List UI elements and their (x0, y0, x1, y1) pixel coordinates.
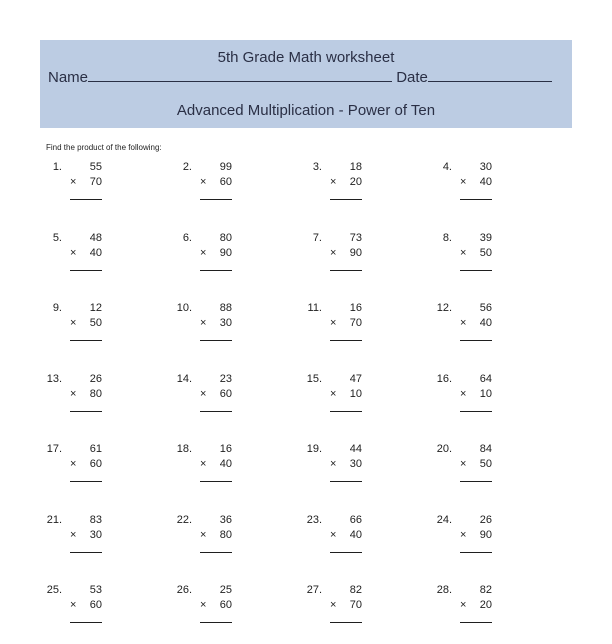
multiplicand: 47 (349, 373, 362, 385)
multiplier: 30 (349, 458, 362, 470)
multiply-sign: × (200, 388, 207, 400)
multiplicand: 83 (89, 514, 102, 526)
problem-number: 23. (306, 514, 322, 526)
problem-5 (32, 232, 102, 292)
multiplicand: 99 (219, 161, 232, 173)
multiply-sign: × (70, 247, 77, 259)
multiply-sign: × (460, 599, 467, 611)
problem-number: 27. (306, 584, 322, 596)
problem-22 (162, 514, 232, 574)
problem-number: 24. (436, 514, 452, 526)
multiply-sign: × (330, 388, 337, 400)
answer-line (330, 481, 362, 482)
multiply-sign: × (70, 458, 77, 470)
problem-number: 3. (312, 161, 322, 173)
problem-number: 10. (176, 302, 192, 314)
multiply-sign: × (330, 599, 337, 611)
answer-line (70, 622, 102, 623)
answer-line (200, 340, 232, 341)
multiply-sign: × (200, 247, 207, 259)
multiplicand: 36 (219, 514, 232, 526)
instructions: Find the product of the following: (46, 143, 162, 152)
problem-number: 15. (306, 373, 322, 385)
multiply-sign: × (70, 317, 77, 329)
problem-23 (292, 514, 362, 574)
problem-number: 13. (46, 373, 62, 385)
problem-7 (292, 232, 362, 292)
multiplicand: 30 (479, 161, 492, 173)
answer-line (200, 199, 232, 200)
multiplier: 50 (89, 317, 102, 329)
multiplier: 40 (219, 458, 232, 470)
multiply-sign: × (200, 317, 207, 329)
answer-line (70, 552, 102, 553)
problem-18 (162, 443, 232, 503)
problem-25 (32, 584, 102, 644)
name-label: Name (48, 69, 89, 86)
date-label: Date (396, 69, 428, 86)
multiply-sign: × (200, 599, 207, 611)
multiplicand: 88 (219, 302, 232, 314)
multiplier: 90 (219, 247, 232, 259)
multiplier: 60 (89, 599, 102, 611)
answer-line (70, 340, 102, 341)
multiply-sign: × (460, 176, 467, 188)
multiplicand: 16 (349, 302, 362, 314)
multiplicand: 55 (89, 161, 102, 173)
multiplicand: 84 (479, 443, 492, 455)
multiplier: 40 (349, 529, 362, 541)
multiplier: 50 (479, 247, 492, 259)
multiply-sign: × (70, 176, 77, 188)
problem-8 (422, 232, 492, 292)
multiplier: 70 (349, 317, 362, 329)
problem-9 (32, 302, 102, 362)
multiplier: 70 (349, 599, 362, 611)
multiplier: 30 (89, 529, 102, 541)
multiply-sign: × (460, 529, 467, 541)
multiplier: 80 (89, 388, 102, 400)
problem-27 (292, 584, 362, 644)
answer-line (460, 270, 492, 271)
multiplicand: 80 (219, 232, 232, 244)
multiplicand: 12 (89, 302, 102, 314)
problem-number: 12. (436, 302, 452, 314)
multiplier: 60 (219, 599, 232, 611)
answer-line (70, 411, 102, 412)
problem-2 (162, 161, 232, 221)
problem-number: 7. (312, 232, 322, 244)
problem-number: 6. (182, 232, 192, 244)
problem-11 (292, 302, 362, 362)
answer-line (200, 411, 232, 412)
problem-19 (292, 443, 362, 503)
multiplicand: 48 (89, 232, 102, 244)
answer-line (330, 199, 362, 200)
answer-line (70, 481, 102, 482)
problem-number: 2. (182, 161, 192, 173)
problem-number: 8. (442, 232, 452, 244)
multiplier: 90 (479, 529, 492, 541)
multiplicand: 64 (479, 373, 492, 385)
answer-line (70, 199, 102, 200)
name-blank (88, 67, 392, 82)
problem-12 (422, 302, 492, 362)
problem-10 (162, 302, 232, 362)
multiplier: 90 (349, 247, 362, 259)
problem-number: 16. (436, 373, 452, 385)
multiplier: 40 (89, 247, 102, 259)
problem-20 (422, 443, 492, 503)
problem-number: 1. (52, 161, 62, 173)
answer-line (200, 622, 232, 623)
answer-line (200, 270, 232, 271)
multiplier: 30 (219, 317, 232, 329)
problem-17 (32, 443, 102, 503)
answer-line (460, 481, 492, 482)
multiplier: 40 (479, 317, 492, 329)
multiplicand: 82 (349, 584, 362, 596)
answer-line (330, 622, 362, 623)
problem-number: 25. (46, 584, 62, 596)
multiplier: 60 (219, 176, 232, 188)
multiplicand: 73 (349, 232, 362, 244)
multiplicand: 61 (89, 443, 102, 455)
multiply-sign: × (460, 247, 467, 259)
multiplier: 20 (349, 176, 362, 188)
answer-line (330, 552, 362, 553)
multiplicand: 66 (349, 514, 362, 526)
multiply-sign: × (70, 599, 77, 611)
answer-line (460, 411, 492, 412)
worksheet-title: 5th Grade Math worksheet (217, 49, 395, 66)
multiply-sign: × (70, 388, 77, 400)
multiplicand: 82 (479, 584, 492, 596)
problem-number: 18. (176, 443, 192, 455)
multiplier: 50 (479, 458, 492, 470)
answer-line (330, 340, 362, 341)
multiply-sign: × (330, 317, 337, 329)
multiply-sign: × (460, 388, 467, 400)
answer-line (70, 270, 102, 271)
multiply-sign: × (330, 176, 337, 188)
problem-number: 4. (442, 161, 452, 173)
problem-21 (32, 514, 102, 574)
multiplicand: 56 (479, 302, 492, 314)
multiply-sign: × (200, 458, 207, 470)
answer-line (330, 270, 362, 271)
multiplicand: 26 (479, 514, 492, 526)
multiplier: 60 (89, 458, 102, 470)
worksheet-header (40, 40, 572, 128)
multiply-sign: × (330, 458, 337, 470)
problem-15 (292, 373, 362, 433)
problem-13 (32, 373, 102, 433)
problem-number: 14. (176, 373, 192, 385)
answer-line (330, 411, 362, 412)
worksheet-subtitle: Advanced Multiplication - Power of Ten (176, 102, 436, 119)
multiplier: 10 (479, 388, 492, 400)
multiply-sign: × (200, 529, 207, 541)
multiply-sign: × (330, 529, 337, 541)
multiply-sign: × (460, 317, 467, 329)
problem-number: 22. (176, 514, 192, 526)
answer-line (460, 622, 492, 623)
problem-28 (422, 584, 492, 644)
multiplicand: 26 (89, 373, 102, 385)
multiplier: 80 (219, 529, 232, 541)
problem-6 (162, 232, 232, 292)
problem-number: 11. (307, 302, 322, 314)
problem-26 (162, 584, 232, 644)
multiplicand: 18 (349, 161, 362, 173)
problem-14 (162, 373, 232, 433)
problem-3 (292, 161, 362, 221)
multiplier: 60 (219, 388, 232, 400)
multiplier: 70 (89, 176, 102, 188)
answer-line (460, 340, 492, 341)
multiplier: 20 (479, 599, 492, 611)
problem-1 (32, 161, 102, 221)
multiplicand: 25 (219, 584, 232, 596)
multiply-sign: × (70, 529, 77, 541)
problem-number: 28. (436, 584, 452, 596)
answer-line (200, 481, 232, 482)
problem-number: 9. (52, 302, 62, 314)
multiplicand: 53 (89, 584, 102, 596)
multiplicand: 23 (219, 373, 232, 385)
problem-number: 19. (306, 443, 322, 455)
multiplier: 10 (349, 388, 362, 400)
problem-number: 21. (46, 514, 62, 526)
problem-16 (422, 373, 492, 433)
multiply-sign: × (200, 176, 207, 188)
multiply-sign: × (330, 247, 337, 259)
multiply-sign: × (460, 458, 467, 470)
problem-number: 20. (436, 443, 452, 455)
multiplicand: 44 (349, 443, 362, 455)
name-date-line (48, 67, 552, 86)
date-blank (428, 67, 552, 82)
problem-number: 26. (176, 584, 192, 596)
problem-number: 17. (46, 443, 62, 455)
answer-line (200, 552, 232, 553)
problem-4 (422, 161, 492, 221)
answer-line (460, 199, 492, 200)
multiplicand: 39 (479, 232, 492, 244)
multiplier: 40 (479, 176, 492, 188)
multiplicand: 16 (219, 443, 232, 455)
problem-24 (422, 514, 492, 574)
problem-number: 5. (52, 232, 62, 244)
answer-line (460, 552, 492, 553)
